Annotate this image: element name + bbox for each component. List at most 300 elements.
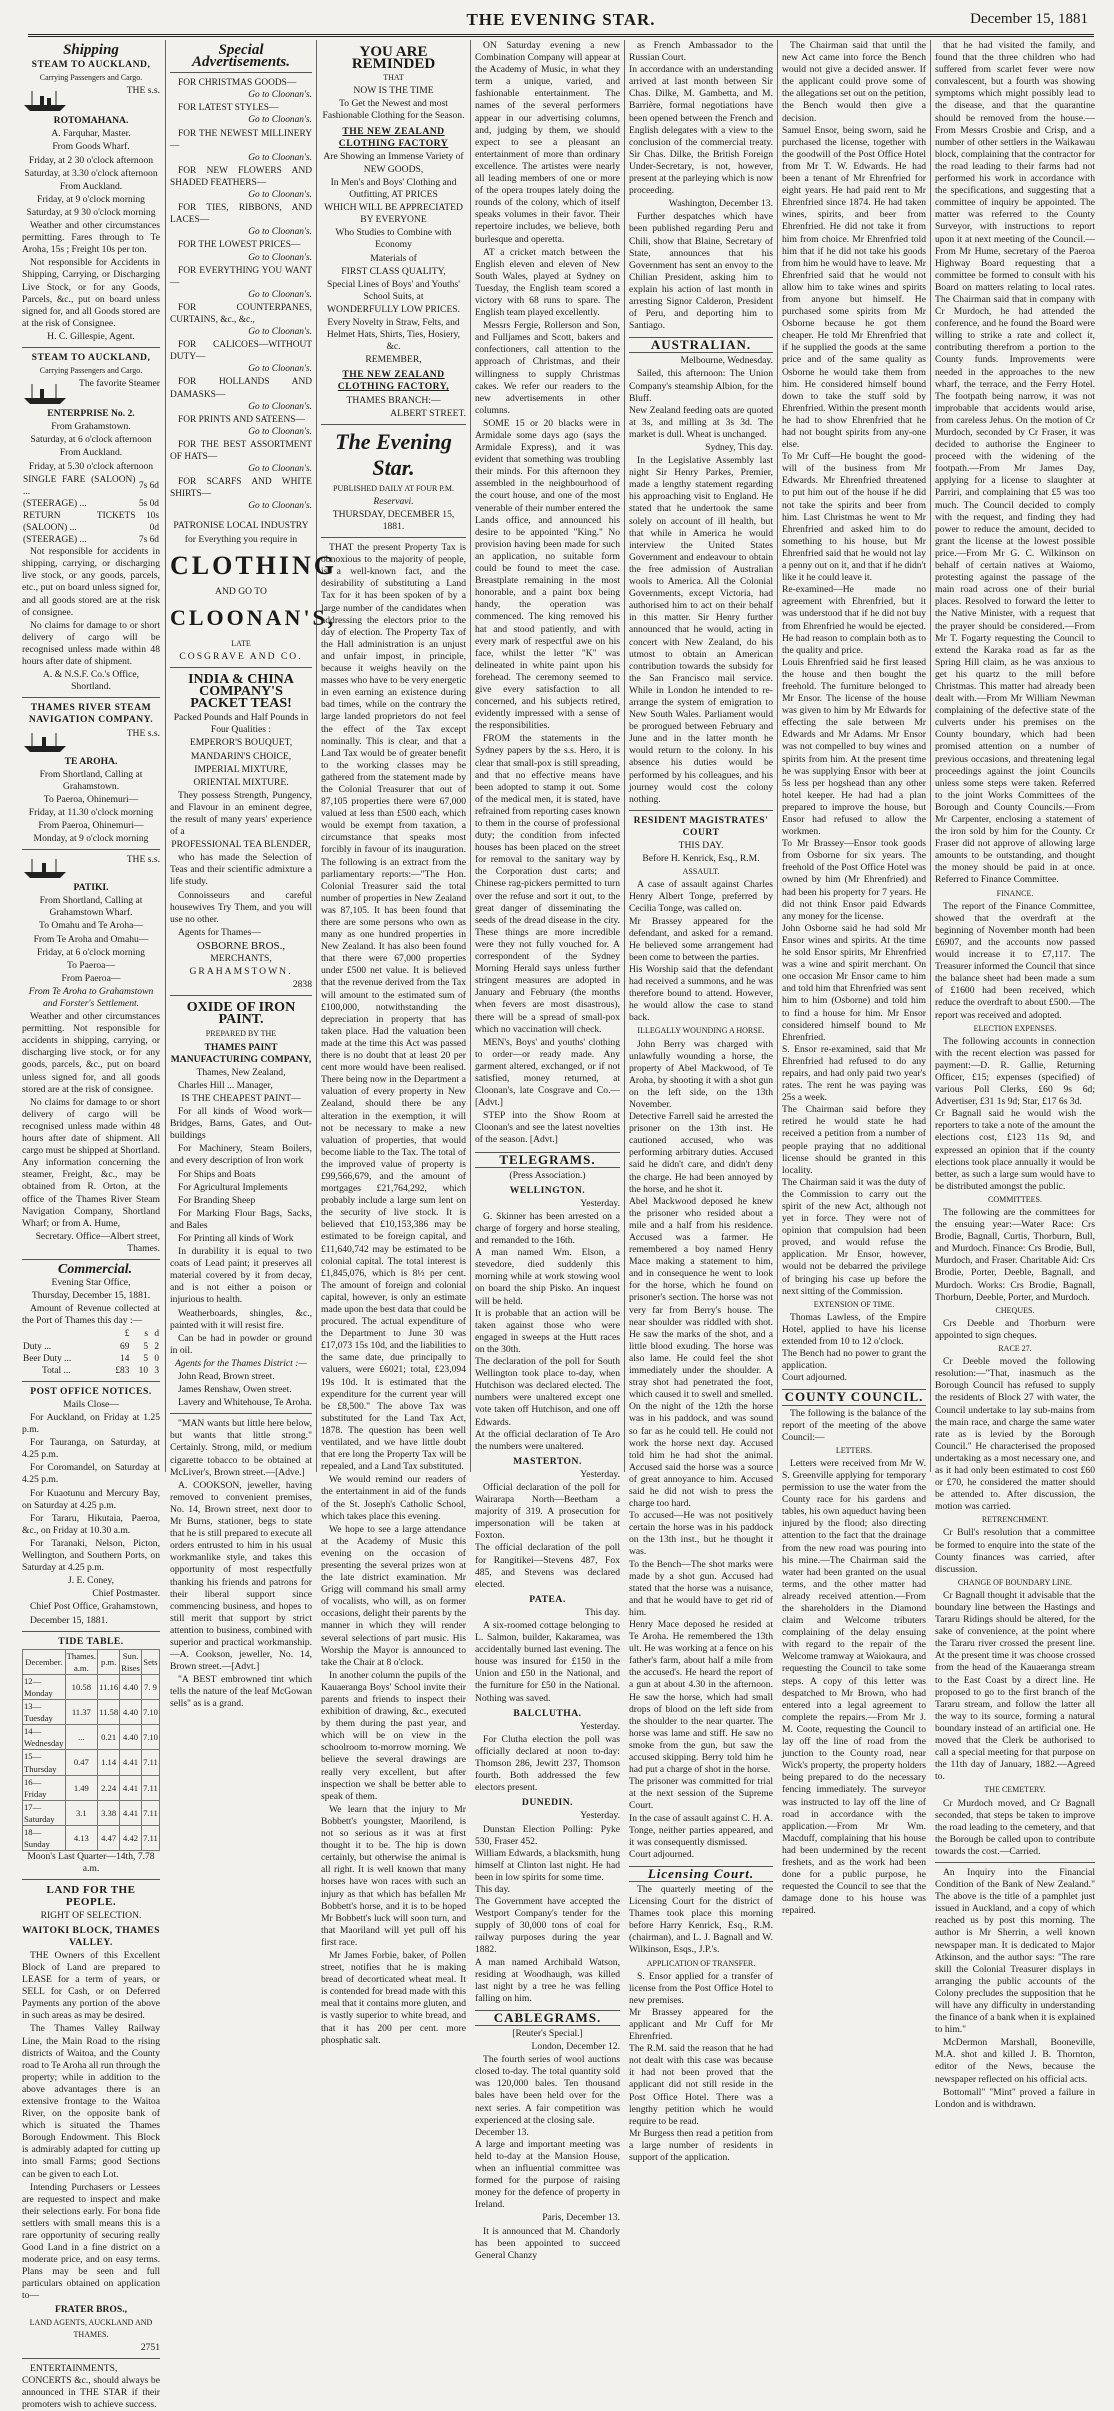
column-rule — [316, 40, 317, 1472]
news-paragraph: ON Saturday evening a new Combination Company will appear at the Academy of Music, in what they term a unique, varied, and fashionable entertainment. The names of the several performers appear in our advertising columns, and, judging by them, we should expect to see a pleasant an entertainment of more than ordinary excellence. The artistes were nearly all leading members of one or more of the opera troupes lately doing the rounds of the colony, which of itself speaks volumes in their favor. Their repertoire includes, we believe, both burlesque and operetta. — [475, 40, 620, 245]
council-subheading: THE CEMETERY. — [984, 1785, 1046, 1795]
telegram-text: Dunstan Election Polling: Pyke 530, Fraser 452. William Edwards, a blacksmith, hung himself at Clinton last night. He had been in low spirits for some time. This day. The Government have accepted the Westport Company's tender for the supply of 30,000 tons of coal for railway purposes during the year 1882. A man named Archibald Watson, residing at Woodhaugh, was killed last night by a tree he was felling falling on him. — [475, 1823, 620, 2004]
cable-text: In the Legislative Assembly last night Sir Henry Parkes, Premier, made a lengthy statement regarding his approaching visit to England. He stated that he undertook the same solely on account of ill health, but that while in America he would interview the United States Government and endeavour to obtain the free admission of Australian wools to America. All the Colonial Governments, except Victoria, had authorised him to act on their behalf in this matter. Sir Henry further announced that he would, acting in concert with New Zealand, do his utmost to obtain an American contribution towards the subsidy for the San Francisco mail service. While in London he intended to re-arrange the system of emigration to New South Wales. Parliament would be prorogued between February and June and in the latter month he would return to the colony. In his absence his duties would be performed by his colleagues, and his journey would cost the colony nothing. — [629, 455, 773, 805]
tide-cell: 4.47 — [98, 1826, 120, 1851]
advert-line: Materials of — [370, 252, 417, 264]
advert-subheading: PREPARED BY THE — [205, 1029, 277, 1039]
column-special-ads — [170, 40, 338, 1710]
advert-body: THE Owners of this Excellent Block of Land are prepared to LEASE for a term of years, or SELL for Cash, or on Deferred Payments any portion of the above in such areas as may be desired. — [22, 1949, 160, 2022]
ad-line: LATE — [231, 638, 251, 648]
tide-cell: 11.16 — [98, 1674, 120, 1699]
divider — [22, 1259, 160, 1260]
advert-line: FIRST CLASS QUALITY, — [341, 265, 446, 277]
ad-item-label: FOR HOLLANDS AND DAMASKS— — [170, 377, 312, 400]
divider — [321, 424, 466, 425]
shipping-notice — [22, 854, 160, 1255]
notice-body: Not responsible for accidents in shipping, carrying, or discharging live stock, or any goods, parcels, etc., put on board unless signed for, and all goods stored are at the risk of consignee. — [22, 546, 160, 618]
advert-line: Who Studies to Combine with Economy — [335, 227, 452, 251]
schedule-line: From Auckland. — [59, 447, 123, 459]
news-paragraph: STEP into the Show Room at Cloonan's and see the latest novelties of the season. [Advt.] — [475, 1110, 620, 1146]
land-advert — [22, 1884, 160, 2354]
post-office-date: December 15, 1881. — [30, 1614, 108, 1626]
commercial-office: Evening Star Office, — [51, 1277, 131, 1289]
tide-row — [23, 1750, 160, 1775]
advert-agents: Agents for the Thames District :— — [175, 1357, 307, 1369]
tea-quality: ORIENTAL MIXTURE. — [193, 776, 289, 788]
commercial-intro: Amount of Revenue collected at the Port of Thames this day :— — [22, 1303, 160, 1327]
advert-signature: MERCHANTS, — [210, 953, 272, 964]
divider — [22, 697, 160, 698]
divider — [170, 72, 312, 73]
ad-item — [170, 102, 312, 126]
notice-heading: THAMES RIVER STEAM NAVIGATION COMPANY. — [28, 702, 154, 726]
advert-line: THAT — [383, 73, 404, 83]
dateline-date: Yesterday. — [580, 1720, 620, 1732]
advert-line: Special Lines of Boys' and Youths' School Suits, at — [327, 278, 460, 302]
divider — [321, 537, 466, 538]
ad-item-goto: Go to Cloonan's. — [248, 152, 312, 163]
small-notice: A. COOKSON, jeweller, having removed to convenient premises, No. 14, Brown street, next door to Mr Burns, stationer, begs to state that he is still prepared to execute all orders entrusted to him in his usual workmanlike style, and takes this opportunity of most respectfully thanking his friends and patrons for their liberal support since commencing business, and hopes to still merit that support by strict attention to business, combined with superior and practical workmanship.—A. Cookson, jeweller, No. 14, Brown street.—[Advt.] — [170, 1479, 312, 1673]
schedule-line: Saturday, at 6 o'clock afternoon — [30, 434, 152, 446]
dateline-place: BALCLUTHA. — [513, 1707, 582, 1719]
advert-number: 2751 — [140, 2341, 160, 2353]
advert-body: The Thames Valley Railway Line, the Main Road to the rising districts of Waitoa, and the County road to Te Aroha all run through the property; while in addition to the above advantages there is an extensive frontage to the Waitoa River, on the opposite bank of which is situated the Thames Borough Endowment. This Block is admirably adapted for cutting up into small Farms; good Sections can be given to each Lot. — [22, 2023, 160, 2180]
council-text: The report of the Finance Committee, showed that the overdraft at the beginning of November month had been £6907, and the accounts now passed would increase it to £7,117. The Treasurer informed the Council that since the balance sheet had been made a sum of £1600 had been received, which reduce the overdraft to about £500.—The report was received and adopted. — [935, 900, 1095, 1021]
vessel-prefix: THE s.s. — [126, 85, 160, 97]
paint-use: For all kinds of Wood work—Bridges, Barns, Gates, and Out-buildings — [170, 1106, 312, 1142]
council-subheading: RACE 27. — [998, 1344, 1032, 1354]
ad-item-label: FOR CALICOES—WITHOUT DUTY— — [170, 340, 312, 363]
council-subheading: RETRENCHMENT. — [981, 1515, 1049, 1525]
tide-cell: ... — [65, 1725, 98, 1750]
paint-use: For Branding Sheep — [178, 1194, 256, 1206]
revenue-cell: £ — [124, 1329, 130, 1340]
advert-signature: LAND AGENTS, AUCKLAND AND THAMES. — [29, 2317, 153, 2339]
advert-signature: GRAHAMSTOWN. — [189, 966, 293, 978]
ad-item — [170, 77, 312, 101]
revenue-cell: £83 — [115, 1365, 130, 1376]
divider — [170, 995, 312, 996]
revenue-cell: s — [144, 1329, 149, 1340]
revenue-row — [22, 1353, 160, 1365]
schedule-line: To Omahu and Te Aroha— — [39, 920, 143, 932]
revenue-head-row — [22, 1328, 160, 1340]
court-text: The Chairman said that until the new Act came into force the Bench would not give a decided answer. If the applicant could prove some of the allegations set out on the petition, the Bench would then give a decision. Samuel Ensor, being sworn, said he purchased the license, together with the goodwill of the Post Office Hotel from Mr T. W. Edwards. He had been a tenant of Mr Ehrenfried for eight years. He had paid rent to Mr Ehrenfried since 1874. He had taken wines, spirits, and beer from Ehrenfried. He did not take it from him from choice. Mr Ehrenfried told him that if he did not take his goods from him he would have to leave. Mr Ehrenfried said that he would not allow him to take wines and spirits from anyone but himself. He purchased some spirits from Mr Osborne because he got them cheaper. He told Mr Ehrenfried that if he supplied the goods at the same price and of the same quality as Osborne he would take them from him. He considered himself bound down to take the stuff sold by Ehrenfried. Within the present month he had to show Ehrenfried that he had not bought spirits from any-one else. To Mr Cuff—He bought the good-will of the business from Mr Edwards. Mr Ehrenfried threatened to put him out of the house if he did not take the spirits and beer from him. Last Christmas he went to Mr Ehrenfried and asked him to do something to his house, but Mr Ehrenfried said that he would not lay a penny out on it, and that if he didn't like it he could leave it. Re-examined—He made no agreement with Ehrenfried, but it was understood that if he did not buy from Ehrenfried he would be ejected. He had reason to complain both as to the quality and price. Louis Ehrenfried said he first leased the house and then bought the freehold. The furniture belonged to Mr Ensor. The license of the house was given to him by Mr Edwards for effecting the sale between Mr Edwards and Mr Adams. Mr Ensor was not compelled to buy wines and spirits from him. At the present time he was supplying Ensor with beer at 5s less per hogshead than any other hotel keeper. He had had a plan prepared to improve the house, but Ensor had refused to allow the workmen. To Mr Brassey—Ensor took goods from Osborne for six years. The freehold of the Post Office Hotel was owned by him (Mr Ehrenfried) and had been his property for 7 years. He did not think Ensor paid Edwards any money for the license. John Osborne said he had sold Mr Ensor wines and spirits. At the time he sold Ensor spirits, Mr Ehrenfried was a wine and spirit merchant. On one occasion Mr Ensor came to him and told him that Ehrenfried was sent him to him (Osborne) and told him to find a house for him. Mr Ensor considered himself bound to Mr Ehrenfried. S. Ensor re-examined, said that Mr Ehrenfried had refused to do any repairs, and had only paid two year's rates. The rent he was paying was 25s a week. The Chairman said before they retired he would state he had received a petition from a number of people praying that no additional license should be granted in this locality. The Chairman said it was the duty of the Commission to carry out the spirit of the new Act, although not yet in force. They were not of opinion that compulsion had been proved, and would refuse the application. Mr Ensor, however, would not be debarred the privilege of bringing his case up before the next sitting of the Commission. — [782, 40, 926, 1297]
ad-item-goto: Go to Cloonan's. — [248, 252, 312, 263]
revenue-cell: 69 — [120, 1341, 130, 1352]
news-paragraph: Messrs Fergie, Rollerson and Son, and Fulljames and Scott, bakers and confectioners, call attention to the approach of Christmas, and their willingness to supply Christmas cakes. We refer our readers to the new advertisements in other columns. — [475, 320, 620, 416]
dateline-date: Yesterday. — [580, 1197, 620, 1209]
section-heading-county-council: COUNTY COUNCIL. — [782, 1389, 926, 1405]
tide-row — [23, 1674, 160, 1699]
fare-label: (STEERAGE) ... — [23, 498, 87, 509]
news-paragraph: SOME 15 or 20 blacks were in Armidale some days ago (says the Armidale Express), and it was evident that something was troubling their minds. For this afternoon they assembled in the neighbourhood of the court house, and one of the most venerable of their number entered the Lands office, and announced his desire to be appointed "King." No provision having been made for such an application, no suitable form could be found to meet the case. Breastplate remaining in the most honorable, and a paint box being handy, the operation was commenced. The king removed his hat and stood patiently, and with every mark of respectful awe on his face, whilst the letter "K" was delineated in white paint upon his forehead. The ceremony seemed to give every satisfaction to all concerned, and his subjects retired, evidently impressed with a sense of the responsibilities. — [475, 417, 620, 732]
dateline-place: WELLINGTON. — [509, 1184, 586, 1196]
notice-signature: H. C. Gillespie, Agent. — [47, 330, 135, 342]
dateline-date: Washington, December 13. — [668, 198, 773, 210]
section-heading-telegrams: TELEGRAMS. — [475, 1152, 620, 1168]
divider — [170, 667, 312, 668]
ad-item-goto: Go to Cloonan's. — [248, 227, 312, 238]
tide-cell: 0.21 — [98, 1725, 120, 1750]
divider — [22, 347, 160, 348]
notice-heading: POST OFFICE NOTICES. — [30, 1385, 152, 1397]
ad-display-word: CLOTHING — [170, 550, 338, 580]
advert-subheading: THE NEW ZEALAND CLOTHING FACTORY — [338, 125, 449, 149]
fare-label: SINGLE FARE (SALOON) ... — [23, 474, 136, 497]
tide-cell: 4.40 — [120, 1700, 142, 1725]
advert-body: PROFESSIONAL TEA BLENDER, — [171, 839, 311, 851]
advert-line: NEW GOODS, — [363, 163, 424, 175]
case-heading: ASSAULT. — [682, 867, 720, 877]
tide-cell: 1.14 — [98, 1750, 120, 1775]
council-text: Cr Bull's resolution that a committee be formed to enquire into the state of the County finances was carried, after discussion. — [935, 1527, 1095, 1575]
ad-item-goto: Go to Cloonan's. — [248, 115, 312, 126]
notice-signature: A. & N.S.F. Co.'s Office, Shortland. — [42, 669, 140, 693]
steamship-icon — [22, 730, 68, 754]
notice-signature: Secretary. Office—Albert street, Thames. — [35, 1230, 160, 1254]
mail-line: For Taranaki, Nelson, Picton, Wellington, and Southern Ports, on Saturday at 4.25 p.m. — [22, 1537, 160, 1574]
tide-cell: 12—Monday — [23, 1674, 66, 1699]
divider — [22, 1631, 160, 1632]
ad-item-label: FOR EVERYTHING YOU WANT— — [170, 265, 312, 288]
tide-row — [23, 1700, 160, 1725]
ad-item-goto: Go to Cloonan's. — [248, 327, 312, 338]
schedule-line: Friday, at 11.30 o'clock morning — [28, 806, 154, 818]
column-rule — [777, 40, 778, 1472]
divider — [22, 1381, 160, 1382]
revenue-cell: 5 — [143, 1353, 149, 1364]
revenue-cell: 3 — [154, 1365, 159, 1376]
dateline-date: Yesterday. — [580, 1468, 620, 1480]
council-subheading: FINANCE. — [996, 888, 1034, 898]
advert-subheading: Thames, New Zealand, — [196, 1066, 286, 1078]
schedule-line: From Paeroa, Ohinemuri— — [38, 819, 144, 831]
news-source: (Press Association.) — [509, 1169, 586, 1181]
fares-table — [22, 474, 160, 547]
schedule-line: Saturday, at 3.30 o'clock afternoon — [24, 167, 158, 179]
divider — [22, 2358, 160, 2359]
ad-item-goto: Go to Cloonan's. — [248, 289, 312, 300]
court-text: S. Ensor applied for a transfer of license from the Post Office Hotel to new premises. Mr Brassey appeared for the applicant and Mr Cuff for Mr Ehrenfried. The R.M. said the reason that he had not dealt with this case was because it had not been proved that the applicant did not still reside in the Post Office Hotel. There was a lengthy petition which he would require to be read. Mr Burgess then read a petition from a large number of residents in support of the application. — [629, 1970, 773, 2164]
telegram-text: G. Skinner has been arrested on a charge of forgery and horse stealing, and remanded to the 16th. A man named Wm. Elson, a stevedore, died suddenly this morning while at work stowing wool on board the ship Pisko. An inquest will be held. It is probable that an action will be taken against those who were engaged in sweeps at the Hutt races on the 30th. The declaration of the poll for South Wellington took place to-day, when Hutchison was declared elected. The numbers were unaltered except one vote taken off Hutchison, and one off Edwards. At the official declaration of Te Aro the numbers were unaltered. — [475, 1210, 620, 1452]
ad-item-label: FOR THE NEWEST MILLINERY— — [170, 128, 312, 151]
column-rule — [165, 40, 166, 1472]
shipping-notice — [22, 59, 160, 343]
tide-cell: 10.58 — [65, 1674, 98, 1699]
section-heading-licensing: Licensing Court. — [629, 1866, 773, 1882]
steamship-icon — [22, 87, 68, 113]
ad-item-label: FOR SCARFS AND WHITE SHIRTS— — [170, 477, 312, 500]
notice-signature-title: Chief Postmaster. — [92, 1588, 160, 1600]
fare-value: 7s 6d — [138, 480, 159, 491]
section-heading-cablegrams: CABLEGRAMS. — [475, 2010, 620, 2026]
editorial-paragraph: Mr James Forbie, baker, of Pollen street, notifies that he is making bread of decorticated wheat meal. It is contended for bread made with this meal that it contains more gluten, and is vastly superior to white bread, and that it has 200 per cent. more phosphatic salt. — [321, 1949, 466, 2046]
ad-line: PATRONISE LOCAL INDUSTRY — [173, 520, 309, 532]
section-heading-special: Special Advertisements. — [192, 42, 290, 71]
mail-line: For Tararu, Hikutaia, Paeroa, &c., on Friday at 10.30 a.m. — [22, 1512, 160, 1536]
ad-item — [170, 376, 312, 412]
dateline-date: Sydney, This day. — [705, 442, 773, 453]
editorial-paragraph: We learn that the injury to Mr Bobbett's youngster, Maorilend, is not so serious as it was at first thought it to be. The hip is down certainly, but otherwise the animal is all right. It is well known that many horses have won races with such an injury as that which has befallen Mr Bobbett's horse, and it is to be hoped Mr Bobbett's luck will soon turn, and that Maoriland will yet pull off his first race. — [321, 1803, 466, 1948]
ad-item — [170, 414, 312, 438]
fare-value: 10s 0d — [145, 510, 159, 533]
tide-header-cell: Sun. Rises — [121, 1650, 140, 1673]
column-rule — [930, 40, 931, 1472]
advert-line: THAMES BRANCH:— — [346, 394, 441, 406]
vessel-prefix: The favorite Steamer — [79, 378, 160, 390]
mail-line: For Coromandel, on Saturday at 4.25 p.m. — [22, 1462, 160, 1486]
vessel-name: ENTERPRISE No. 2. — [47, 408, 135, 420]
notice-heading: STEAM TO AUCKLAND, — [31, 59, 151, 71]
tide-header-row — [23, 1649, 160, 1674]
fare-value: 5s 0d — [138, 498, 159, 509]
fare-row — [22, 474, 160, 498]
news-paragraph: McDermon Marshall, Booneville, M.A. shot and killed J. B. Thornton, editor of the News, because the newspaper reflected on his official acts. — [935, 2037, 1095, 2085]
divider — [629, 810, 773, 811]
column-shipping — [22, 40, 160, 2411]
news-source: [Reuter's Special.] — [512, 2028, 583, 2039]
editorial-paragraph: We hope to see a large attendance at the Academy of Music this evening on the occasion of presenting the several prizes won at the late district examination. Mr Grigg will command his small army of vocalists, who will, as on former occasions, delight their parents by the manner in which they will render several selections of part music. His Worship the Mayor is announced to take the Chair at 8 o'clock. — [321, 1523, 466, 1668]
section-heading-commercial: Commercial. — [57, 1261, 133, 1277]
editorial-paragraph: We would remind our readers of the entertainment in aid of the funds of the St. Joseph's Catholic School, which takes place this evening. — [321, 1474, 466, 1522]
notice-body: Weather and other circumstances permitting. Fares through to Te Aroha, 15s ; Freight 10s per ton. — [22, 220, 160, 256]
advert-agent: John Read, Brown street. — [178, 1371, 275, 1382]
notice-body: No claims for damage to or short delivery of cargo will be recognised unless made within 48 hours after date of shipment. — [22, 619, 160, 668]
revenue-cell: Beer Duty ... — [23, 1353, 72, 1364]
council-subheading: COMMITTEES. — [988, 1194, 1042, 1204]
council-text: Letters were received from Mr W. S. Greenville applying for temporary permission to use the water from the County race for his gardens and tables, his own aqueduct having been injured by the flood; also directing attention to the fact that the drainage from the new road was pouring into his mine.—The Chairman said the water had been granted on the usual terms, and the other matter had already received attention.—From the shareholders in the Diamond claim and Welcome tributers complaining of the delay ensuing with regard to the repair of the Welcome tramway at Waiokaura, and requesting the Council to take some steps. A copy of this letter was despatched to Mr Brown, who had entered into a legal agreement to complete the repairs.—From Mr J. M. Coote, requesting the Council to lay off the line of road from the junction to the County road, near Wick's property, the property holders being prepared to do the necessary fencing immediately. The surveyor was instructed to lay off the line of road in accordance with the application.—From Mr Wm. Macduff, complaining that his house had been undermined by the recent freshets, and as the work had been done for a public purpose, he requested the Council to see that the damage done to his house was repaired. — [782, 1457, 926, 1917]
column-county-council — [782, 40, 926, 1917]
cable-text: It is announced that M. Chandorly has been appointed to succeed General Chanzy — [475, 2225, 620, 2261]
tide-cell: 11.58 — [98, 1700, 120, 1725]
entertainment-notice: ENTERTAINMENTS, CONCERTS &c., should always be announced in THE STAR if their promoters wish to achieve success. — [22, 2362, 160, 2411]
advert-subheading: IS THE CHEAPEST PAINT— — [181, 1092, 301, 1104]
tide-cell: 4.42 — [120, 1826, 142, 1851]
dateline-date: This day. — [584, 1606, 620, 1618]
council-text: Crs Deeble and Thorburn were appointed to sign cheques. — [935, 1317, 1095, 1341]
advert-signature: OSBORNE BROS., — [196, 939, 286, 952]
tide-cell: 3.1 — [65, 1800, 98, 1825]
tide-cell: 4.40 — [120, 1674, 142, 1699]
paint-use: For Machinery, Steam Boilers, and every description of Iron work — [170, 1143, 312, 1167]
editorial-dateline: THURSDAY, DECEMBER 15, 1881. — [332, 508, 455, 532]
commercial-date: Thursday, December 15, 1881. — [31, 1290, 151, 1302]
advert-agent: James Renshaw, Owen street. — [178, 1384, 292, 1396]
vessel-name: ROTOMAHANA. — [53, 115, 129, 127]
tide-cell: 4.41 — [120, 1750, 142, 1775]
telegram-text: For Clutha election the poll was officially declared at noon to-day: Thomson 286, Jewitt 237, Thomson fourth. Both addressed the few electors present. — [475, 1733, 620, 1794]
ad-item-label: FOR LATEST STYLES— — [178, 103, 279, 114]
tide-cell: 7.11 — [141, 1750, 159, 1775]
telegram-text: A six-roomed cottage belonging to L. Salmon, builder, Kakaramea, was accidentally burned last evening. The house was insured for £150 in the Union and £50 in the National, and the furniture for £50 in the National. Nothing was saved. — [475, 1620, 620, 1704]
vessel-master: A. Farquhar, Master. — [51, 128, 131, 140]
tide-row — [23, 1826, 160, 1851]
steamship-icon — [22, 380, 68, 406]
court-text: Thomas Lawless, of the Empire Hotel, applied to have his license extended from 10 to 12 o'clock. The Bench had no power to grant the application. Court adjourned. — [782, 1311, 926, 1384]
small-notice: "A BEST embrowned tint which tells the nature of the leaf McGowan sells" as is a grand. — [170, 1674, 312, 1710]
advert-subheading: RIGHT OF SELECTION. — [40, 1909, 142, 1921]
ad-item-label: FOR PRINTS AND SATEENS— — [178, 414, 305, 425]
mail-line: For Kuaotunu and Mercury Bay, on Saturday at 4.25 p.m. — [22, 1487, 160, 1511]
tea-quality: EMPEROR'S BOUQUET, — [189, 737, 293, 749]
tide-row — [23, 1775, 160, 1800]
advert-number: 2838 — [292, 979, 312, 991]
advert-body: They possess Strength, Pungency, and Flavour in an eminent degree, the result of many years' experience of a — [170, 789, 312, 838]
advert-agents: Agents for Thames— — [178, 926, 261, 938]
council-subheading: ELECTION EXPENSES. — [973, 1023, 1057, 1033]
dateline-place: PATEA. — [529, 1593, 566, 1605]
commercial-section — [22, 1261, 160, 1377]
tide-cell: 18—Sunday — [23, 1826, 66, 1851]
revenue-cell: Total ... — [42, 1365, 71, 1376]
schedule-line: From Shortland, Calling at Grahamstown. — [39, 768, 143, 792]
tide-row — [23, 1800, 160, 1825]
revenue-cell: 5 — [143, 1341, 149, 1352]
revenue-cell: 2 — [154, 1341, 159, 1352]
schedule-line: Friday, at 5.30 o'clock afternoon — [28, 460, 154, 472]
tea-quality: MANDARIN'S CHOICE, — [190, 750, 292, 762]
tide-header-cell: Sets — [141, 1649, 159, 1674]
ad-item — [170, 265, 312, 301]
cable-text: Further despatches which have been published regarding Peru and Chili, show that Blaine, Secretary of State, announces that his Government has sent an envoy to the Chilian President, asking him to explain his action of last month in arresting Signor Calderon, President of Peru, and deporting him to Santiago. — [629, 211, 773, 332]
schedule-line: From Te Aroha and Omahu— — [33, 933, 149, 945]
cable-text: The fourth series of wool auctions closed to-day. The total quantity sold was 120,000 bales. Ten thousand bales have been held over for the next series. A fair competition was experienced at the closing sale. December 13. A large and important meeting was held to-day at the Mansion House, when an influential committee was formed for the purpose of raising money for the defence of property in Ireland. — [475, 2054, 620, 2211]
schedule-line: Saturday, at 9 30 o'clock morning — [26, 206, 156, 218]
advert-heading: YOU ARE REMINDED — [351, 44, 436, 73]
tide-cell: 14—Wednesday — [24, 1726, 64, 1749]
advert-body: Connoisseurs and careful housewives Try Them, and you will use no other. — [170, 889, 312, 925]
telegram-text: Official declaration of the poll for Wairarapa North—Beetham a majority of 319. A prosecution for impersonation will be taken at Foxton. The official declaration of the poll for Rangitikei—Stevens 487, Fox 485, and Stevens was declared elected. — [475, 1481, 620, 1590]
ad-item — [170, 128, 312, 164]
advert-body: who has made the Selection of Teas and their scientific admixture a life study. — [170, 852, 312, 888]
ad-item-label: FOR TIES, RIBBONS, AND LACES— — [170, 203, 312, 226]
advert-body: In durability it is equal to two coats of Lead paint; it preserves all material covered by it from decay, and is not either a poison or injurious to health. — [170, 1246, 312, 1306]
dateline-date: Yesterday. — [580, 1810, 620, 1822]
tide-cell: 17—Saturday — [23, 1800, 66, 1825]
schedule-line: From Shortland, Calling at Grahamstown Wharf. — [39, 895, 143, 919]
dateline-place: MASTERTON. — [513, 1455, 582, 1467]
ad-item-goto: Go to Cloonan's. — [248, 401, 312, 412]
ad-item-goto: Go to Cloonan's. — [248, 464, 312, 475]
ad-item — [170, 302, 312, 338]
fare-label: (STEERAGE) ... — [23, 535, 87, 546]
case-heading: ILLEGALLY WOUNDING A HORSE. — [637, 1026, 765, 1036]
council-text: The following are the committees for the ensuing year:—Water Race: Crs Brodie, Bagnall, Curtis, Thorburn, Bull, and Murdoch. Finance: Crs Brodie, Bull, Murdoch, and Fraser. Charitable Aid: Crs Brodie, Porter, Deeble, Bagnall, and Murdoch. Works: Crs Brodie, Bagnall, Thorburn, Deeble, Porter, and Murdoch. — [935, 1207, 1095, 1303]
tide-cell: 16—Friday — [23, 1775, 66, 1800]
paint-use: For Ships and Boats — [178, 1168, 256, 1180]
court-bench: Before H. Kenrick, Esq., R.M. — [642, 853, 760, 865]
revenue-total-row — [22, 1365, 160, 1377]
schedule-line: To Paeroa— — [66, 959, 116, 971]
vessel-prefix: THE s.s. — [126, 854, 160, 866]
column-courts — [629, 40, 773, 2164]
ad-item-label: FOR COUNTERPANES, CURTAINS, &c., &c., — [170, 302, 312, 325]
notice-body: Not responsible for Accidents in Shipping, Carrying, or Discharging Live Stock, or for any Goods, Parcels, &c., put on board unless signed for, and all Goods stored are at the risk of Consignee. — [22, 257, 160, 329]
court-text: John Berry was charged with unlawfully wounding a horse, the property of Abel Mackwood, of Te Aroha, by shooting it with a shot gun on the left side, on the 13th November. Detective Farrell said he arrested the prisoner on the 13th inst. He cautioned accused, who was performing arbitrary duties. Accused said he didn't care, and didn't deny the charge. He had been annoyed by the horse, and he shot it. Abel Mackwood deposed he knew the prisoner who resided about a mile and a half from his residence. Accused was a farmer. He remembered a boy named Henry Mace making a statement to him, and in consequence he went to look for the horse, which he found on prisoner's section. The horse was not very far from Berry's house. The near shoulder was riddled with shot. He saw the marks of the shot, and a little blood exuding. The horse was also lame. He could feel the shot immediately under the shoulder. A stray shot had penetrated the foot, which caused it to swell and smelled. On the night of the 12th the horse was in his paddock, and was sound so far as he could tell. He could not work the horse next day. Accused told him he had shot the animal. Accused said the horse was a source of great annoyance to him. Accused said he did not wish to press the charge too hard. To accused—He was not positively certain the horse was in his paddock on the 13th inst., but he thought it was. To the Bench—The shot marks were made by a shot gun. Accused had stated that the horse was a nuisance, and that he would have to get rid of him. Henry Mace deposed he resided at Te Aroha. He remembered the 13th ult. He was working at a fence on his father's farm, about half a mile from the accused's. He heard the report of a gun at about 4.30 in the afternoon. He saw the horse, which had small drops of blood on the left side from the shoulder to the near quarter. The horse was lame and stiff. He saw no smoke from the gun, but saw the accused skipping. Berry told him he had put a charge of shot in the horse. The prisoner was committed for trial at the next session of the Supreme Court. In the case of assault against C. H. A. Tonge, neither parties appeared, and it was consequently dismissed. Court adjourned. — [629, 1038, 773, 1860]
advert-line: ALBERT STREET. — [390, 407, 466, 419]
notice-signature: J. E. Coney, — [67, 1575, 114, 1587]
tide-cell: 7.10 — [141, 1700, 159, 1725]
issue-date: December 15, 1881 — [970, 11, 1088, 27]
ad-item — [170, 165, 312, 201]
moon-phase: Moon's Last Quarter—14th, 7.78 a.m. — [27, 1851, 155, 1875]
news-paragraph: AT a cricket match between the English eleven and eleven of New South Wales, played at Sydney on Tuesday, the English team scored a victory with 68 runs to spare. The English team played excellently. — [475, 246, 620, 319]
news-paragraph: An Inquiry into the Financial Condition of the Bank of New Zealand." The above is the title of a pamphlet just issued in Auckland, and a copy of which reached us by post this morning. The author is Mr Sherrin, a well known newspaper man. It is dedicated to Major Atkinson, and the author says: "The rare skill the Colonial Treasurer displays in arranging the public accounts of the Colony precludes the supposition that he will have any difficulty in understanding the finance of a bank when it is explained to him." — [935, 1866, 1095, 2036]
advert-subheading: WAITOKI BLOCK, THAMES VALLEY. — [22, 1924, 160, 1948]
reserved-note: Reservavi. — [373, 495, 414, 507]
revenue-cell: 14 — [120, 1353, 130, 1364]
dateline-date: Paris, December 13. — [542, 2212, 620, 2224]
council-text: The following is the balance of the report of the meeting of the above Council:— — [782, 1407, 926, 1443]
fare-value: 7s 6d — [138, 535, 159, 546]
advert-body: Intending Purchasers or Lessees are requested to inspect and make their selections early. For bona fide settlers with small means this is a rare opportunity of securing really Good Land in a fine district on a moderate price, and on easy terms. Plans may be seen and full particulars obtained on application to— — [22, 2181, 160, 2302]
notice-heading: TIDE TABLE. — [58, 1635, 124, 1647]
tide-cell: 7.11 — [141, 1775, 159, 1800]
ad-item-goto: Go to Cloonan's. — [248, 364, 312, 375]
vessel-name: PATIKI. — [73, 882, 109, 894]
schedule-line: From Grahamstown. — [51, 421, 131, 433]
divider — [170, 1413, 312, 1414]
notice-subheading: Carrying Passengers and Cargo. — [39, 73, 143, 83]
advert-body: Can be had in powder or ground in oil. — [170, 1332, 312, 1356]
advert-body: Weatherboards, shingles, &c., painted with it will resist fire. — [170, 1307, 312, 1331]
ad-line: for Everything you require in — [184, 533, 298, 545]
revenue-row — [22, 1341, 160, 1353]
schedule-line: Friday, at 2 30 o'clock afternoon — [28, 154, 154, 166]
editorial-paragraph: In another column the pupils of the Kauaeranga Boys' School invite their parents and friends to inspect their exhibition of drawing, &c., executed by them during the past year, and which will be on view in the schoolroom to-morrow morning. We believe the several drawings are really very excellent, but after inspection we shall be better able to speak of them. — [321, 1669, 466, 1802]
schedule-line: From Te Aroha to Grahamstown and Forster's Settlement. — [28, 985, 154, 1009]
case-heading: EXTENSION OF TIME. — [813, 1299, 895, 1309]
court-text: The quarterly meeting of the Licensing Court for the district of Thames took place this morning before Harry Kenrick, Esq., R.M. (chairman), and L. J. Bagnall and W. Wilkinson, Esqs., J.P.'s. — [629, 1883, 773, 1956]
masthead — [28, 8, 1094, 37]
court-text: A case of assault against Charles Henry Albert Tonge, preferred by Cecilia Tonge, was called on. Mr Brassey appeared for the defendant, and asked for a remand. He believed some arrangement had been come to between the parties. His Worship said that the defendant had received a summons, and he was therefore bound to attend. However, he would allow the case to stand back. — [629, 879, 773, 1024]
section-heading-rm-court: RESIDENT MAGISTRATES' COURT — [633, 814, 769, 838]
ad-display-word: CLOONAN'S, — [170, 604, 337, 630]
tide-row — [23, 1725, 160, 1750]
tide-cell: 13—Tuesday — [23, 1700, 66, 1725]
editorial-paragraph: THAT the present Property Tax is obnoxious to the majority of people, is a well-known fact, and the desirability of substituting a Land Tax for it has been spoken of by a large number of the candidates when addressing the electors prior to the day of election. The Property Tax of the Hall administration is an unjust and unfair impost, in principle, because it weighs heavily on the masses who have to be very energetic in even earning an existence during bad times, while on the contrary the large landed proprietors do not feel the effect of the Tax except nominally. This is clear, and that a Land Tax would be of greater benefit to the working classes may be gathered from the statement made by the Colonial Treasurer that out of 87,105 properties there were 67,000 valued at less than £500 each, which would be exempt from taxation, a circumstance that speaks most forcibly in favour of its inauguration. The following is an extract from the parliamentary reports:—"The Hon. Colonial Treasurer said the total number of properties in New Zealand was 87,105. It has been found that there are some persons who own as many as one hundred properties in New Zealand. It has also been found that there were 67,000 properties under £500 net value. It is believed that the revenue derived from the Tax will amount to the estimated sum of £100,000, notwithstanding the depreciation in property that has taken place. Had the valuation been made at the time this Act was passed there is no doubt that at least 20 per cent more would have been realised. There being now in the Department a valuation of every property in New Zealand, should there be any alteration in the exemption, it will not be necessary to make a new valuation of properties, that would become liable to the Tax. The total of the improved value of property is £99,566,679, and the amount of mortgages £21,764,292, which probably include a large sum lent on the security of live stock. It is believed that £10,153,386 may be estimated to be foreign capital, and £11,640,742 may be estimated to be colonial capital. The total interest is £1,845,076, which is 8½ per cent. The amount of foreign and colonial capital, however, is only an estimate made upon the best data that could be procured. The actual expenditure of the Department to June 30 was £17,073 15s 10d, and the liabilities to the same date, due principally to valuers, were £6021; total, £23,094 19s 10d. It is estimated that the expenditure for the current year will be £8,500." The above Tax was substituted for the Land Tax Act, 1878. The question has been well ventilated, and we have little doubt that ere long the Property Tax will be repealed, and a Land Tax substituted. — [321, 542, 466, 1473]
schedule-line: To Paeroa, Ohinemuri— — [43, 793, 139, 805]
section-heading-shipping: Shipping — [63, 42, 119, 58]
ad-item — [170, 476, 312, 512]
schedule-line: From Paeroa— — [61, 972, 121, 984]
fare-row — [22, 498, 160, 510]
publication-note: PUBLISHED DAILY AT FOUR P.M. — [333, 483, 454, 493]
column-council-continued — [935, 40, 1095, 2110]
advert-line: Every Novelty in Straw, Felts, and Helmet Hats, Shirts, Ties, Hosiery, &c. — [326, 316, 461, 353]
tide-cell: 15—Thursday — [23, 1750, 66, 1775]
advert-line: WHICH WILL BE APPRECIATED BY EVERYONE — [324, 202, 463, 226]
tide-header-cell: Thames. a.m. — [66, 1650, 97, 1673]
post-office-notices — [22, 1386, 160, 1627]
council-subheading: LETTERS. — [835, 1445, 873, 1455]
news-paragraph: Bottomall" "Mint" proved a failure in London and is withdrawn. — [935, 2086, 1095, 2110]
ad-item-goto: Go to Cloonan's. — [248, 90, 312, 101]
council-text: that he had visited the family, and found that the three children who had suffered from scarlet fever were now convalescent, but a fourth was showing symptoms which might possibly lead to the disease, and that the quarantine should be removed from the house.—From Messrs Crosbie and Crisp, and a number of other settlers in the Waikawau block, complaining that the contractor for the road leading to their farms had not performed his work in accordance with the specifications, and suggesting that a committee of inquiry be appointed. The matter was referred to the County Surveyor, with instructions to report upon it at next meeting of the Council.—From Mr Hume, secretary of the Paeroa Highway Board requesting that a committee be formed to consult with his Board on matters relating to local rates. The Chairman said that in company with Cr Murdoch, he had attended the conference, and he found the Board were willing to strike a rate and collect it, contributing therefrom a portion to the County funds. Improvements were needed in the approaches to the new wharf, the terrace, and the Ferry Hotel. The footpath being narrow, it was not improbable that accidents would arise, from careless Jehus. On the motion of Cr Murdoch, seconded by Cr Fraser, it was decided to authorise the Engineer to proceed with the widening of the footpath.—From Mr James Day, applying for a license to slaughter at Parriri, and complaining that £5 was too much. The Council decided to comply with the request, and finding they had power to reduce the amount, decided to grant the license at the lowest possible price.—From Mr G. C. Wilkinson on behalf of certain natives at Waiomo, protesting against the passage of the main road across one of their burial places. Resolved to forward the letter to the Native Minister, with a request that the prayer should be considered.—From Mr T. Fogarty requesting the Council to extend the Karaka road as far as the Spring Hill claim, as he was anxious to get his quartz to the mill before Christmas. This matter had already been dealt with.—From Mr William Newman complaining of the defective state of the culverts under his premises on the County boundary, which had been promised attention on a number of previous occasions, and threatening legal proceedings against the joint Councils unless some steps were taken. Referred to the joint Works Committees of the Borough and County Councils.—From Mr Carpenter, enclosing a statement of the iron sold by him for the County. Cr Fraser did not approve of allowing large amounts to be outstanding, and thought the money should be paid in at once. Referred to Finance Committee. — [935, 40, 1095, 886]
news-paragraph: FROM the statements in the Sydney papers by the s.s. Hero, it is clear that small-pox is still spreading, and that no effective means have been adopted to stamp it out. Some of the medical men, it is stated, have refrained from reporting cases known to them in the course of professional duty; the condition from infected houses has been placed on the street for removal to the sanitary way by the Corporation dust carts; and Chinese rag-pickers permitted to turn over the refuse and sort it out, to the great danger of disseminating the seeds of the dread disease in the city. These things are more incredible were they not fully vouched for. A correspondent of the Sydney Morning Herald says unless further stringent measures are adopted in January and February (the months when fevers are most disastrous), there will be a spread of small-pox which no vaccination will check. — [475, 733, 620, 1035]
council-text: Cr Bagnall thought it advisable that the boundary line between the Hastings and Tararu Ridings should be altered, for the sake of convenience, at the point where the Tararu river crossed the present line. At the present time it was choose crossed from the head of the Kauaeranga stream to the East Coast by a direct line. He proposed to go to the first branch of the Tararu stream, and follow the latter all the way to its source, forming a natural boundary instead of an artificial one. He moved that the Clerk be authorised to call a special meeting for that purpose on the 11th day of January, 1882.—Agreed to. — [935, 1589, 1095, 1783]
ad-item-label: FOR CHRISTMAS GOODS— — [178, 78, 297, 89]
ad-item — [170, 202, 312, 238]
tide-cell: 3.38 — [98, 1800, 120, 1825]
dateline-place: DUNEDIN. — [521, 1797, 574, 1809]
tide-header-cell: December. — [23, 1649, 66, 1674]
tide-cell: 4.40 — [120, 1725, 142, 1750]
tide-table-section — [22, 1636, 160, 1876]
tide-cell: 11.37 — [65, 1700, 98, 1725]
ad-item-goto: Go to Cloonan's. — [248, 426, 312, 437]
